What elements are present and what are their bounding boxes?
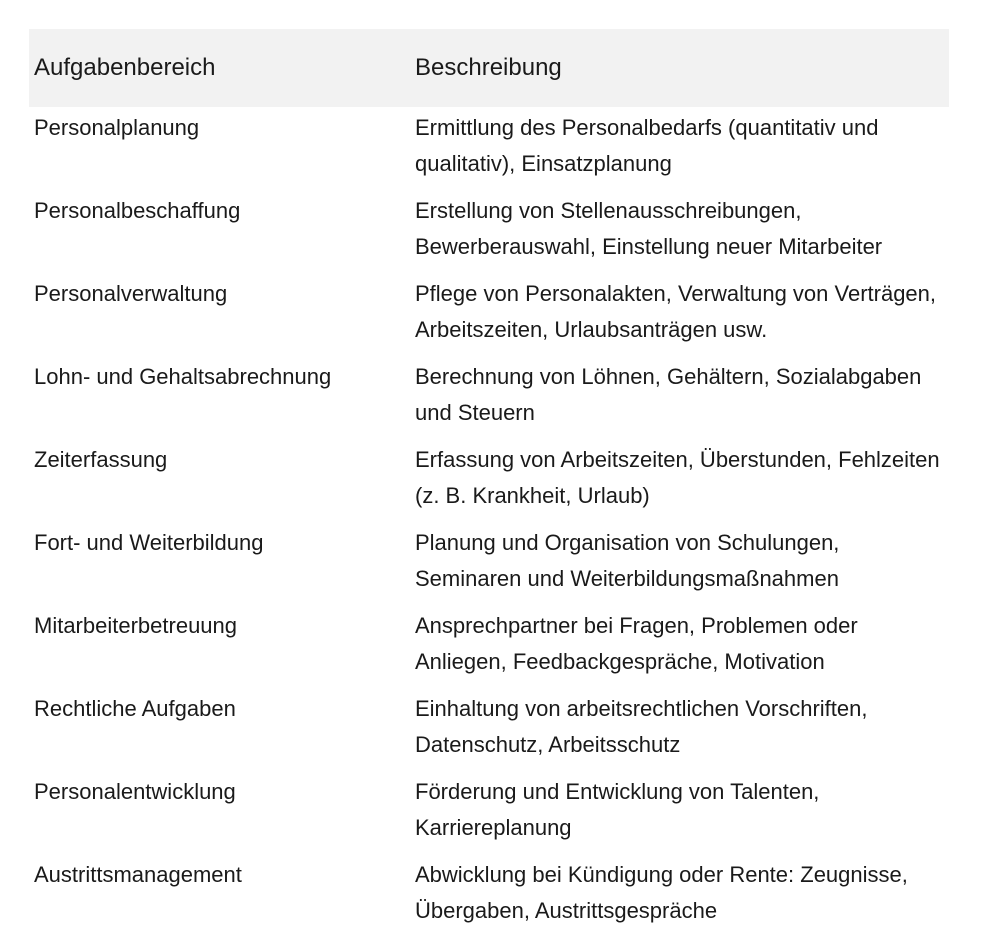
area-cell: Lohn- und Gehaltsabrechnung	[34, 364, 332, 389]
column-header-description: Beschreibung	[415, 54, 562, 81]
description-cell: Einhaltung von arbeitsrechtlichen Vorschriften, Datenschutz, Arbeitsschutz	[415, 696, 868, 757]
description-cell: Ermittlung des Personalbedarfs (quantitativ und qualitativ), Einsatzplanung	[415, 115, 879, 176]
area-cell: Fort- und Weiterbildung	[34, 530, 264, 555]
area-cell: Austrittsmanagement	[34, 862, 242, 887]
table-row	[29, 770, 949, 853]
table-row	[29, 355, 949, 438]
area-cell: Zeiterfassung	[34, 447, 168, 472]
hr-tasks-table	[29, 29, 949, 936]
table-row	[29, 604, 949, 687]
column-header-area: Aufgabenbereich	[34, 54, 216, 81]
description-cell: Ansprechpartner bei Fragen, Problemen oder Anliegen, Feedbackgespräche, Motivation	[415, 613, 858, 674]
table-header-row	[29, 29, 949, 107]
table-row	[29, 687, 949, 770]
description-cell: Abwicklung bei Kündigung oder Rente: Zeugnisse, Übergaben, Austrittsgespräche	[415, 862, 908, 923]
hr-tasks-table-container	[29, 29, 949, 936]
table-row	[29, 107, 949, 189]
description-cell: Planung und Organisation von Schulungen, Seminaren und Weiterbildungsmaßnahmen	[415, 530, 840, 591]
table-row	[29, 189, 949, 272]
area-cell: Rechtliche Aufgaben	[34, 696, 236, 721]
description-cell: Erfassung von Arbeitszeiten, Überstunden, Fehlzeiten (z. B. Krankheit, Urlaub)	[415, 447, 940, 508]
area-cell: Personalbeschaffung	[34, 198, 241, 223]
description-cell: Berechnung von Löhnen, Gehältern, Sozialabgaben und Steuern	[415, 364, 922, 425]
area-cell: Personalplanung	[34, 115, 200, 140]
table-row	[29, 853, 949, 936]
table-row	[29, 521, 949, 604]
table-row	[29, 272, 949, 355]
area-cell: Mitarbeiterbetreuung	[34, 613, 238, 638]
description-cell: Pflege von Personalakten, Verwaltung von Verträgen, Arbeitszeiten, Urlaubsanträgen usw.	[415, 281, 937, 342]
area-cell: Personalentwicklung	[34, 779, 236, 804]
table-row	[29, 438, 949, 521]
description-cell: Förderung und Entwicklung von Talenten, Karriereplanung	[415, 779, 820, 840]
area-cell: Personalverwaltung	[34, 281, 228, 306]
description-cell: Erstellung von Stellenausschreibungen, Bewerberauswahl, Einstellung neuer Mitarbeiter	[415, 198, 883, 259]
